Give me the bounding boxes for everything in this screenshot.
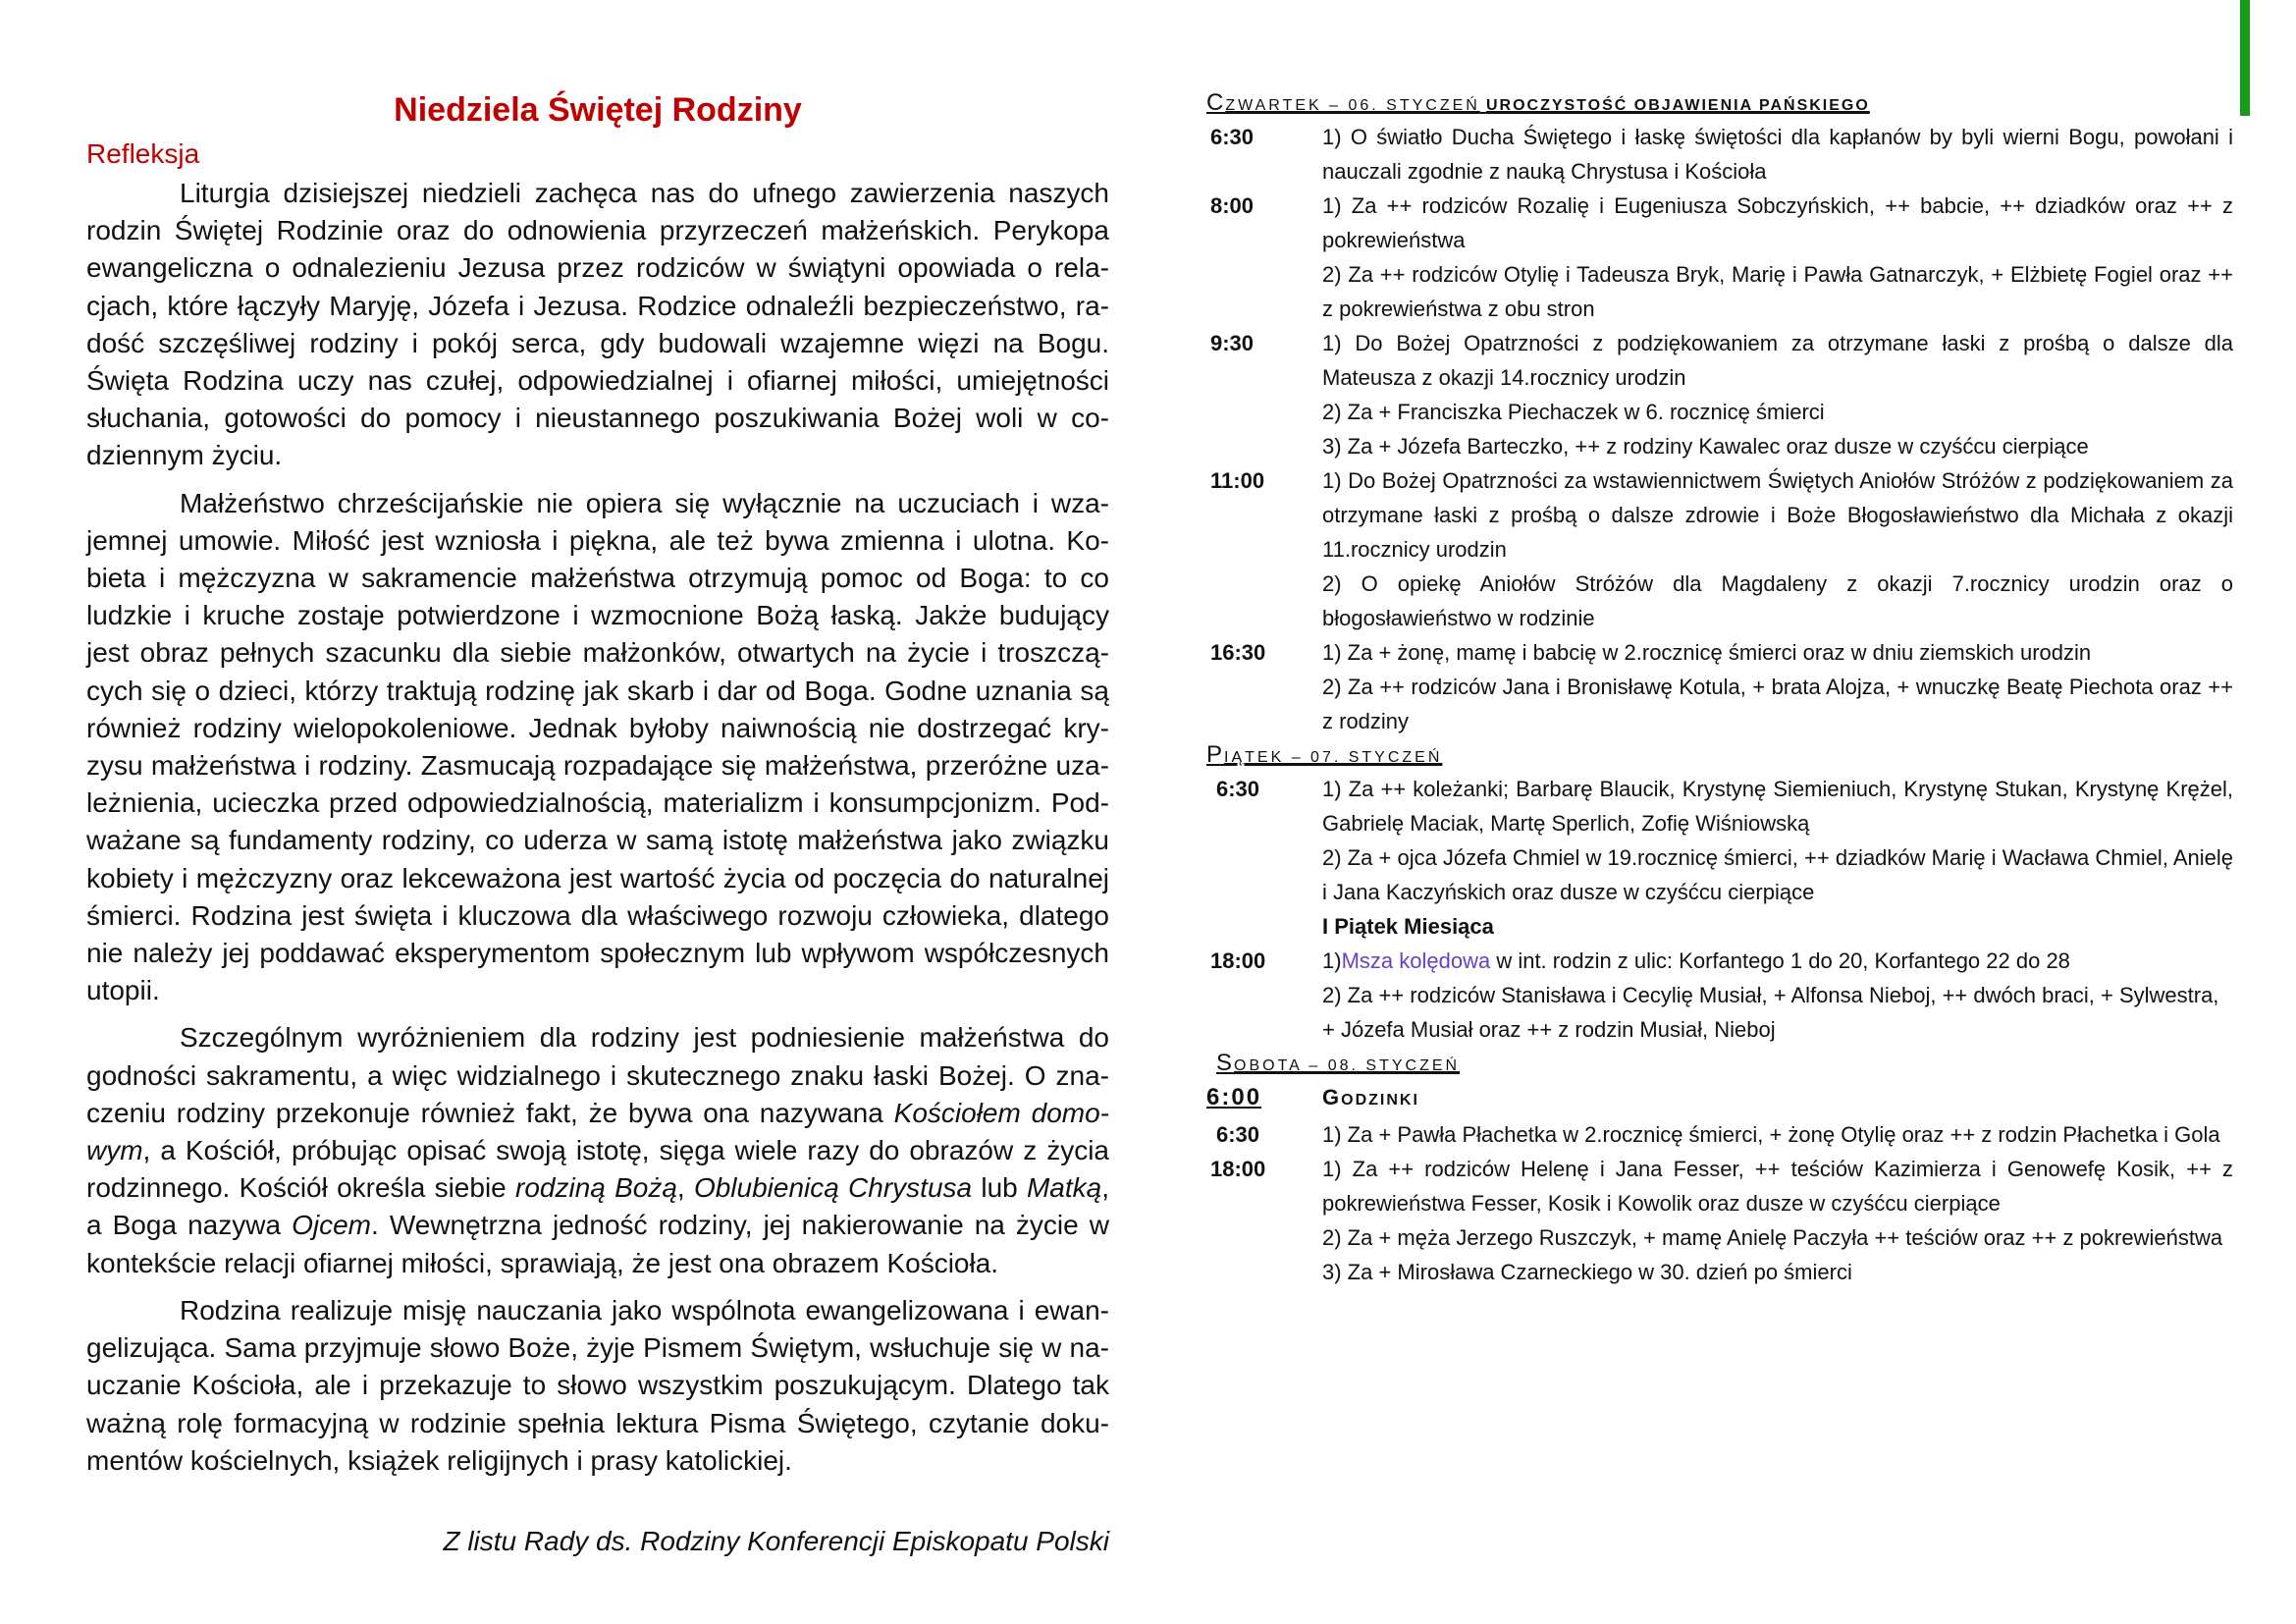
mass-intention: 1) Za + żonę, mamę i babcię w 2.rocznicę śmierci oraz w dniu ziemskich urodzin [1322,640,2092,665]
mass-time: 8:00 [1210,193,1255,218]
mass-row [1206,772,2233,909]
mass-intention: 1) Za + Pawła Płachetka w 2.rocznicę śmierci, + żonę Otylię oraz ++ z rodzin Płachetka i Gola [1322,1122,2220,1147]
page-title: Niedziela Świętej Rodziny [394,91,802,129]
mass-time: 18:00 [1210,1157,1266,1181]
mass-intention: 1) O światło Ducha Świętego i łaskę świętości dla kapłanów by byli wierni Bogu, powołani i nauczali zgodnie z nauką Chrystusa i Kościoła [1322,125,2233,184]
mass-row [1206,326,2233,463]
mass-intention: 2) Za + ojca Józefa Chmiel w 19.rocznicę śmierci, ++ dziadków Marię i Wacława Chmiel, Anielę i Jana Kaczyńskich oraz dusze w czyśćcu cierpiące [1322,845,2233,904]
mass-time: 6:30 [1216,1122,1260,1147]
mass-intention: 2) Za + męża Jerzego Ruszczyk, + mamę Anielę Paczyła ++ teściów oraz ++ z pokrewieństwa [1322,1225,2223,1250]
day-heading-thursday: CZWARTEK – 06. STYCZEŃ UROCZYSTOŚĆ OBJAWIENIA PAŃSKIEGO [1206,89,1870,116]
paragraph-2: Małżeństwo chrześcijańskie nie opiera się wyłącznie na uczuciach i wzajemnej umowie. Miłość jest wzniosła i piękna, ale też bywa zmienna i ulotna. Kobieta i mężczyzna w sakramencie małżeństwa otrzymują pomoc od Boga: to co ludzkie i kruche zostaje potwierdzone i wzmocnione Bożą łaską. Jakże budujący jest obraz pełnych szacunku dla siebie małżonków, otwartych na życie i troszczących się o dzieci, którzy traktują rodzinę jak skarb i dar od Boga. Godne uznania są również rodziny wielopokoleniowe. Jednak byłoby naiwnością nie dostrzegać kryzysu małżeństwa i rodziny. Zasmucają rozpadające się małżeństwa, przeróżne uzależnienia, ucieczka przed odpowiedzialnością, materializm i konsumpcjonizm. Podważane są fundamenty rodziny, co uderza w samą istotę małżeństwa jako związku kobiety i mężczyzny oraz lekceważona jest wartość życia od poczęcia do naturalnej śmierci. Rodzina jest święta i kluczowa dla właściwego rozwoju człowieka, dlatego nie należy jej poddawać eksperymentom społecznym lub wpływom współczesnych utopii. [86,487,1109,1006]
mass-intention: 3) Za + Józefa Barteczko, ++ z rodziny Kawalec oraz dusze w czyśćcu cierpiące [1322,434,2089,459]
mass-intention: 2) Za + Franciszka Piechaczek w 6. rocznicę śmierci [1322,400,1825,424]
mass-row [1206,189,2233,326]
day-heading-friday: PIĄTEK – 07. STYCZEŃ [1206,741,1443,768]
green-accent-bar [2240,0,2250,116]
godzinki-time: 6:00 [1206,1084,1262,1110]
saturday-masses [1206,1117,2233,1289]
mass-intention: 1) Do Bożej Opatrzności za wstawiennictwem Świętych Aniołów Stróżów z podziękowaniem za otrzymane łaski z prośbą o dalsze zdrowie i Boże Błogosławieństwo dla Michała z okazji 11.rocznicy urodzin [1322,468,2233,562]
mass-intention: 2) Za ++ rodziców Jana i Bronisławę Kotula, + brata Alojza, + wnuczkę Beatę Piechota oraz ++ z rodziny [1322,675,2233,733]
mass-intention: 1) Za ++ rodziców Helenę i Jana Fesser, ++ teściów Kazimierza i Genowefę Kosik, ++ z pokrewieństwa Fesser, Kosik i Kowolik oraz dusze w czyśćcu cierpiące [1322,1157,2233,1216]
godzinki-label: G [1322,1085,1342,1110]
signature: Z listu Rady ds. Rodziny Konferencji Episkopatu Polski [443,1525,1109,1556]
mass-row [1206,1117,2233,1152]
mass-row [1206,909,2233,944]
mass-intention: 3) Za + Mirosława Czarneckiego w 30. dzień po śmierci [1322,1260,1852,1284]
mass-intention: 2) Za ++ rodziców Stanisława i Cecylię Musiał, + Alfonsa Nieboj, ++ dwóch braci, + Sylwestra, + Józefa Musiał oraz ++ z rodzin Musiał, Nieboj [1322,983,2219,1042]
mass-time: 6:30 [1210,125,1255,149]
mass-intention: 1)Msza kolędowa w int. rodzin z ulic: Korfantego 1 do 20, Korfantego 22 do 28 [1322,948,2070,973]
paragraph-4: Rodzina realizuje misję nauczania jako wspólnota ewangelizowana i ewangelizująca. Sama przyjmuje słowo Boże, żyje Pismem Świętym, wsłuchuje się w nauczanie Kościoła, ale i przekazuje to słowo wszystkim poszukującym. Dlatego tak ważną rolę formacyjną w rodzinie spełnia lektura Pisma Świętego, czytanie dokumentów kościelnych, książek religijnych i prasy katolickiej. [86,1294,1109,1476]
paragraph-3: Szczególnym wyróżnieniem dla rodziny jest podniesienie małżeństwa do godności sakramentu, a więc widzialnego i skutecznego znaku łaski Bożej. O znaczeniu rodziny przekonuje również fakt, że bywa ona nazywana Kościołem domowym, a Kościół, próbując opisać swoją istotę, sięga wiele razy do obrazów z życia rodzinnego. Kościół określa siebie rodziną Bożą, Oblubienicą Chrystusa lub Matką, a Boga nazywa Ojcem. Wewnętrzna jedność rodziny, jej nakierowanie na życie w kontekście relacji ofiarnej miłości, sprawiają, że jest ona obrazem Kościoła. [86,1022,1109,1278]
mass-time: 9:30 [1210,331,1255,355]
paragraph-1: Liturgia dzisiejszej niedzieli zachęca nas do ufnego zawierzenia naszych rodzin Świętej Rodzinie oraz do odnowienia przyrzeczeń małżeńskich. Perykopa ewangeliczna o odnalezieniu Jezusa przez rodziców w świątyni opowiada o relacjach, które łączyły Maryję, Józefa i Jezusa. Rodzice odnaleźli bezpieczeństwo, radość szczęśliwej rodziny i pokój serca, gdy budowali wzajemne więzi na Bogu. Święta Rodzina uczy nas czułej, odpowiedzialnej i ofiarnej miłości, umiejętności słuchania, gotowości do pomocy i nieustannego poszukiwania Bożej woli w codziennym życiu. [86,178,1109,471]
mass-intention: 2) Za ++ rodziców Otylię i Tadeusza Bryk, Marię i Pawła Gatnarczyk, + Elżbietę Fogiel oraz ++ z pokrewieństwa z obu stron [1322,262,2233,321]
mass-time: 16:30 [1210,640,1266,665]
mass-time [1206,909,1322,944]
mass-row [1206,944,2233,1047]
mass-schedule [1206,86,2233,1289]
mass-time: 6:30 [1216,777,1260,801]
section-subtitle: Refleksja [86,138,200,169]
first-friday-label: I Piątek Miesiąca [1322,914,1494,939]
mass-intention: 1) Za ++ rodziców Rozalię i Eugeniusza Sobczyńskich, ++ babcie, ++ dziadków oraz ++ z pokrewieństwa [1322,193,2233,252]
godzinki-row: 6:00 GODZINKI [1206,1084,1419,1110]
mass-time: 18:00 [1210,948,1266,973]
mass-intention: 1) Za ++ koleżanki; Barbarę Blaucik, Krystynę Siemieniuch, Krystynę Stukan, Krystynę Krężel, Gabrielę Maciak, Martę Sperlich, Zofię Wiśniowską [1322,777,2233,836]
mass-intention: 2) O opiekę Aniołów Stróżów dla Magdaleny z okazji 7.rocznicy urodzin oraz o błogosławieństwo w rodzinie [1322,571,2233,630]
thursday-masses [1206,120,2233,738]
day-heading-saturday: SOBOTA – 08. STYCZEŃ [1216,1050,1461,1076]
mass-time: 11:00 [1210,468,1265,493]
reflection-column [86,86,1109,1560]
mass-row [1206,463,2233,635]
koledowa-highlight: Msza kolędowa [1341,948,1491,973]
mass-row [1206,120,2233,189]
mass-intention: 1) Do Bożej Opatrzności z podziękowaniem za otrzymane łaski z prośbą o dalsze dla Mateusza z okazji 14.rocznicy urodzin [1322,331,2233,390]
mass-row [1206,1152,2233,1289]
mass-row [1206,635,2233,738]
